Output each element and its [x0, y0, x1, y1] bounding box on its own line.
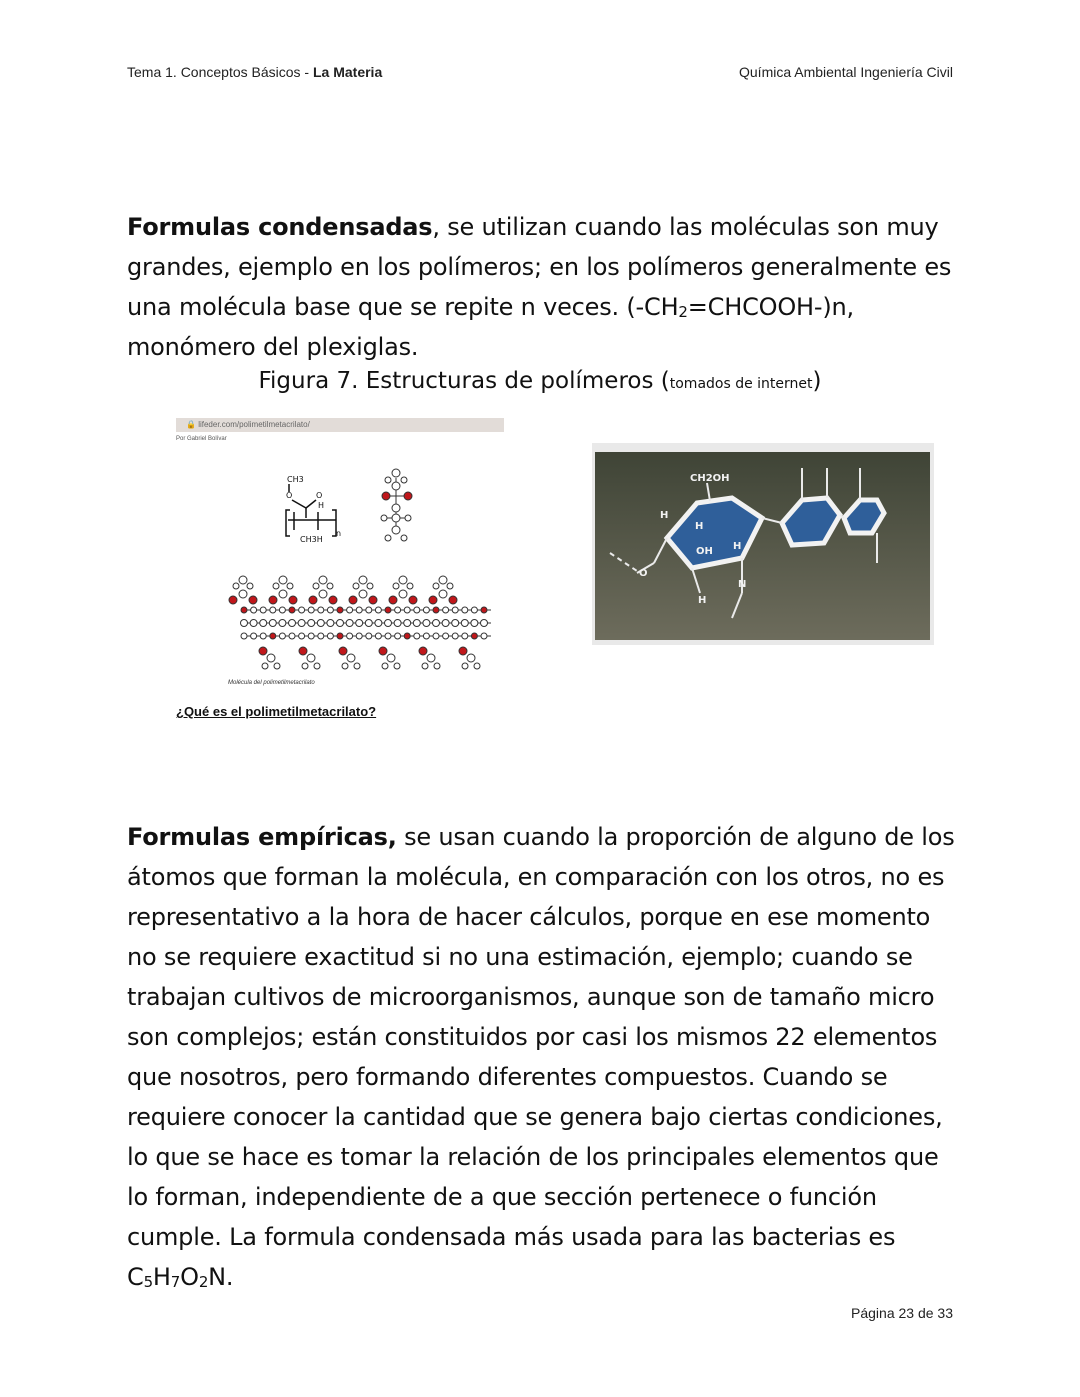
chain-atom — [462, 633, 468, 639]
oxygen-atom — [379, 647, 387, 655]
chain-atom — [337, 607, 343, 613]
paragraph-condensed-formulas: Formulas condensadas, se utilizan cuando las moléculas son muy grandes, ejemplo en los polímeros; en los polímeros generalmente es una molécula base que se repite n veces. $(-CH_2=CHCOOH-)n$, monómero del plexiglas. — [127, 213, 952, 361]
chain-atom — [366, 633, 372, 639]
chain-atom — [260, 620, 267, 627]
carbon-atom — [467, 654, 475, 662]
chain-atom — [461, 620, 468, 627]
chain-atom — [366, 607, 372, 613]
chain-atom — [375, 607, 381, 613]
nitrogen-label: N — [738, 579, 747, 590]
browser-url-bar: 🔒 lifeder.com/polimetilmetacrilato/ — [176, 418, 504, 432]
chain-atom — [356, 633, 362, 639]
chain-atom — [356, 607, 362, 613]
paragraph-empirical-formulas: Formulas empíricas, se usan cuando la proporción de alguno de los átomos que forman la molécula, en comparación con los otros, no es representativo a la hora de hacer cálculos, porque en ese momento no se requiere exactitud si no una estimación, ejemplo; cuando se trabajan cultivos de microorganismos, aunque son de tamaño micro son complejos; están constituidos por casi los mismos 22 elementos que nosotros, pero formando diferentes compuestos. Cuando se requiere conocer la cantidad que se genera bajo ciertas condiciones, lo que se hace es tomar la relación de los principales elementos que lo forman, independiente de a que sección pertenece o función cumple. La formula condensada más usada para las bacterias es $C_5H_7O_2N$. — [127, 823, 955, 1291]
oxygen-atom — [429, 596, 437, 604]
oxygen-atom — [459, 647, 467, 655]
chain-atom — [241, 607, 247, 613]
ch2oh-label: CH2OH — [690, 473, 730, 484]
molecule-caption: Molécula del polimetilmetacrilato — [228, 680, 315, 686]
chain-atom — [385, 620, 392, 627]
chain-atom — [270, 633, 276, 639]
oxygen-label-2: O — [316, 491, 323, 500]
chain-atom — [433, 633, 439, 639]
hydrogen-atom — [247, 583, 253, 589]
oxygen-atom — [339, 647, 347, 655]
oxygen-atom — [289, 596, 297, 604]
chain-atom — [404, 620, 411, 627]
oxygen-atom — [329, 596, 337, 604]
chain-atom — [471, 607, 477, 613]
chain-atom — [443, 607, 449, 613]
chain-atom — [462, 607, 468, 613]
chain-atom — [404, 633, 410, 639]
chain-atom — [481, 607, 487, 613]
chain-atom — [327, 607, 333, 613]
hydrogen-atom — [239, 576, 247, 584]
chain-atom — [299, 633, 305, 639]
chain-atom — [433, 620, 440, 627]
hydrogen-atom — [359, 576, 367, 584]
oxygen-label: O — [639, 568, 648, 579]
oxygen-atom — [299, 647, 307, 655]
chain-atom — [318, 633, 324, 639]
figure-pmma-screenshot — [176, 418, 506, 728]
chain-atom — [337, 633, 343, 639]
hydrogen-atom — [367, 583, 373, 589]
figure-sugar-chain-render — [592, 443, 934, 645]
chain-atom — [317, 620, 324, 627]
chain-atom — [279, 620, 286, 627]
chain-atom — [423, 633, 429, 639]
chain-atom — [299, 607, 305, 613]
chain-atom — [251, 607, 257, 613]
hydrogen-label-1: H — [660, 510, 669, 521]
chain-atom — [289, 620, 296, 627]
author-byline: Por Gabriel Bolívar — [176, 436, 227, 442]
hydrogen-atom — [327, 583, 333, 589]
chain-atom — [452, 607, 458, 613]
oxygen-atom — [349, 596, 357, 604]
oxygen-atom — [389, 596, 397, 604]
chain-atom — [260, 607, 266, 613]
chain-atom — [241, 620, 248, 627]
hydrogen-atom — [287, 583, 293, 589]
carbon-atom — [347, 654, 355, 662]
hydrogen-atom — [382, 663, 388, 669]
carbon-atom — [307, 654, 315, 662]
chain-atom — [471, 620, 478, 627]
carbon-atom — [359, 590, 367, 598]
chain-atom — [413, 620, 420, 627]
monomer-ball-stick — [381, 469, 412, 541]
chain-atom — [260, 633, 266, 639]
chain-atom — [251, 633, 257, 639]
hydrogen-atom — [274, 663, 280, 669]
chain-atom — [298, 620, 305, 627]
hydrogen-atom — [447, 583, 453, 589]
chain-atom — [279, 633, 285, 639]
chain-atom — [356, 620, 363, 627]
carbon-atom — [439, 590, 447, 598]
chain-atom — [269, 620, 276, 627]
chain-atom — [346, 620, 353, 627]
hydrogen-atom — [439, 576, 447, 584]
chain-atom — [308, 607, 314, 613]
carbon-atom — [279, 590, 287, 598]
chain-atom — [481, 620, 488, 627]
carbon-atom — [387, 654, 395, 662]
hydrogen-atom — [354, 663, 360, 669]
hydrogen-atom — [273, 583, 279, 589]
hydrogen-atom — [319, 576, 327, 584]
oxygen-atom — [229, 596, 237, 604]
oxygen-atom — [449, 596, 457, 604]
hydrogen-atom — [422, 663, 428, 669]
chain-atom — [347, 633, 353, 639]
chain-atom — [452, 633, 458, 639]
chain-atom — [443, 633, 449, 639]
n-subscript-label: n — [336, 529, 342, 538]
chain-atom — [452, 620, 459, 627]
hydrogen-atom — [474, 663, 480, 669]
chain-atom — [308, 620, 315, 627]
hydrogen-atom — [462, 663, 468, 669]
hydrogen-label-4: H — [698, 595, 707, 606]
chain-atom — [481, 633, 487, 639]
chain-atom — [318, 607, 324, 613]
ch3h-label: CH3H — [300, 535, 323, 544]
hydrogen-atom — [262, 663, 268, 669]
chain-atom — [433, 607, 439, 613]
chain-atom — [327, 633, 333, 639]
oxygen-atom — [309, 596, 317, 604]
oxygen-atom — [249, 596, 257, 604]
chain-atom — [250, 620, 257, 627]
header-right: Química Ambiental Ingeniería Civil — [739, 64, 953, 80]
carbon-atom — [267, 654, 275, 662]
chain-atom — [375, 620, 382, 627]
chain-atom — [365, 620, 372, 627]
oxygen-atom — [369, 596, 377, 604]
pmma-article-link[interactable]: ¿Qué es el polimetilmetacrilato? — [176, 704, 377, 719]
chain-atom — [289, 633, 295, 639]
chain-atom — [270, 607, 276, 613]
hydrogen-atom — [434, 663, 440, 669]
hydrogen-atom — [353, 583, 359, 589]
hydrogen-label-3: H — [733, 541, 742, 552]
oxygen-atom — [409, 596, 417, 604]
hydrogen-atom — [313, 583, 319, 589]
hydrogen-atom — [302, 663, 308, 669]
pmma-molecule-illustration — [176, 418, 506, 678]
chain-atom — [404, 607, 410, 613]
chain-atom — [395, 633, 401, 639]
carbon-atom — [319, 590, 327, 598]
hydrogen-atom — [399, 576, 407, 584]
hydrogen-label: H — [318, 501, 325, 510]
figure-caption: Figura 7. Estructuras de polímeros (tomados de internet) — [258, 368, 822, 394]
hydrogen-atom — [393, 583, 399, 589]
chain-atom — [423, 620, 430, 627]
chain-atom — [414, 607, 420, 613]
oxygen-label-1: O — [286, 491, 293, 500]
chain-atom — [279, 607, 285, 613]
chain-atom — [385, 607, 391, 613]
oxygen-atom — [419, 647, 427, 655]
chain-atom — [471, 633, 477, 639]
carbon-atom — [399, 590, 407, 598]
chain-atom — [442, 620, 449, 627]
hydrogen-atom — [433, 583, 439, 589]
hydrogen-atom — [342, 663, 348, 669]
chain-atom — [375, 633, 381, 639]
chain-atom — [337, 620, 344, 627]
hydrogen-atom — [407, 583, 413, 589]
carbon-atom — [427, 654, 435, 662]
hydrogen-atom — [279, 576, 287, 584]
chain-atom — [327, 620, 334, 627]
hydrogen-atom — [394, 663, 400, 669]
chain-atom — [414, 633, 420, 639]
ch3-label: CH3 — [287, 475, 304, 484]
hydrogen-atom — [233, 583, 239, 589]
carbon-atom — [239, 590, 247, 598]
chain-atom — [395, 607, 401, 613]
header-left: Tema 1. Conceptos Básicos - La Materia — [127, 64, 383, 80]
chain-atom — [347, 607, 353, 613]
sugar-chain-illustration — [592, 443, 934, 645]
oh-label: OH — [696, 546, 713, 557]
oxygen-atom — [259, 647, 267, 655]
chain-atom — [308, 633, 314, 639]
chain-atom — [423, 607, 429, 613]
hydrogen-atom — [314, 663, 320, 669]
page-number: Página 23 de 33 — [851, 1305, 953, 1321]
page-header — [127, 64, 953, 84]
chain-atom — [394, 620, 401, 627]
chain-atom — [289, 607, 295, 613]
oxygen-atom — [269, 596, 277, 604]
chain-atom — [241, 633, 247, 639]
chain-atom — [385, 633, 391, 639]
hydrogen-label-2: H — [695, 521, 704, 532]
